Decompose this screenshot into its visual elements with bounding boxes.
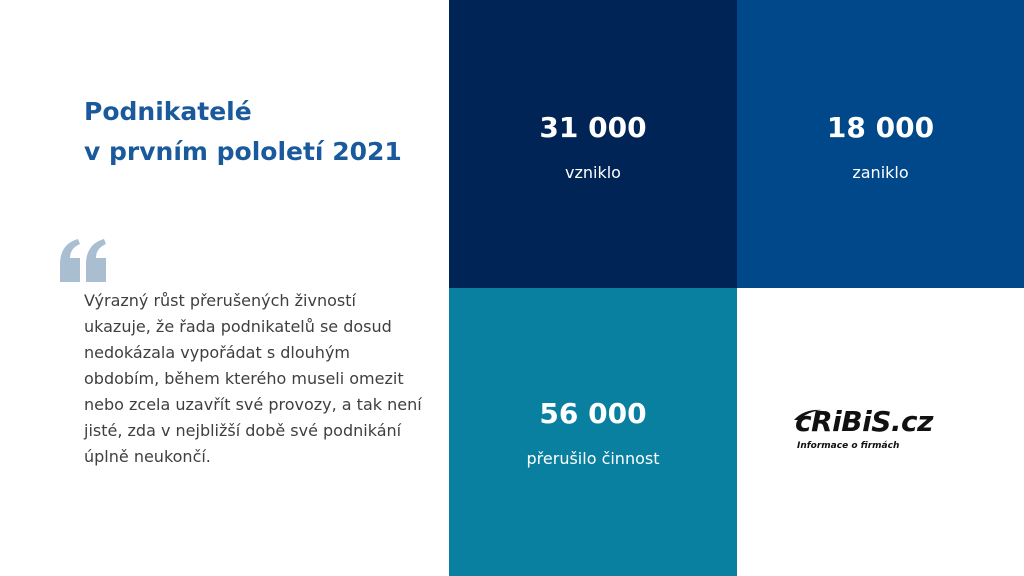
quote-text: Výrazný růst přerušených živností ukazuje, že řada podnikatelů se dosud nedokázala vypořádat s dlouhým obdobím, během kterého museli omezit nebo zcela uzavřít své provozy, a tak není jisté, zda v nejbližší době své podnikání úplně neukončí. bbox=[84, 291, 422, 466]
stat-label: vzniklo bbox=[565, 163, 621, 182]
stat-label: přerušilo činnost bbox=[526, 449, 660, 468]
stat-label: zaniklo bbox=[852, 163, 909, 182]
stat-value: 31 000 bbox=[539, 111, 647, 144]
logo-tagline: Informace o firmách bbox=[797, 441, 900, 451]
stat-tile-preruseno bbox=[449, 288, 737, 576]
logo-name: cRiBiS.cz bbox=[795, 405, 933, 438]
cribis-logo bbox=[737, 288, 1024, 576]
stat-tile-zaniklo bbox=[737, 0, 1024, 288]
stat-tile-vzniklo bbox=[449, 0, 737, 288]
title-line-2: v prvním pololetí 2021 bbox=[84, 137, 402, 166]
stat-value: 18 000 bbox=[826, 111, 935, 144]
quote-icon bbox=[58, 238, 110, 282]
page-title bbox=[84, 92, 402, 172]
title-line-1: Podnikatelé bbox=[84, 97, 252, 126]
stat-value: 56 000 bbox=[539, 397, 647, 430]
